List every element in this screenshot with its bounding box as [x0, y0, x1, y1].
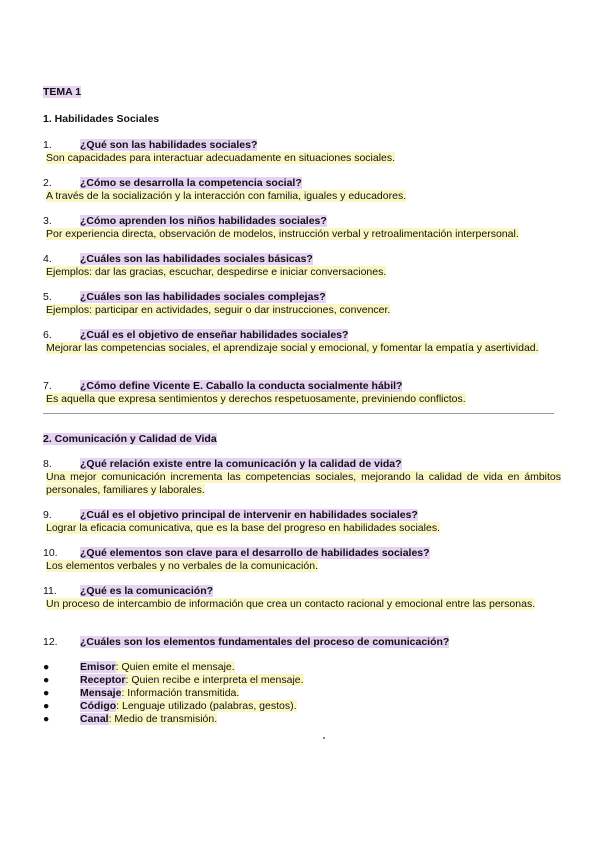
question-7: 7. ¿Cómo define Vicente E. Caballo la conducta socialmente hábil? Es aquella que expresa sentimientos y derechos respetuosamente, previniendo conflictos. [43, 380, 466, 405]
question-11: 11. ¿Qué es la comunicación? Un proceso de intercambio de información que crea un contacto racional y emocional entre las personas. [43, 585, 536, 610]
question-1: 1. ¿Qué son las habilidades sociales? Son capacidades para interactuar adecuadamente en situaciones sociales. [43, 139, 396, 164]
answer-8: Una mejor comunicación incrementa las competencias sociales, mejorando la calidad de vida en ámbitos personales, familiares y laborales. [46, 471, 561, 496]
communication-elements-list [43, 661, 561, 726]
list-item: ● Código: Lenguaje utilizado (palabras, gestos). [43, 700, 297, 712]
answer-1: Son capacidades para interactuar adecuadamente en situaciones sociales. [46, 152, 396, 164]
bullet-icon: ● [43, 661, 50, 673]
list-item: ● Mensaje: Información transmitida. [43, 687, 240, 699]
answer-4: Ejemplos: dar las gracias, escuchar, despedirse e iniciar conversaciones. [46, 266, 387, 278]
answer-2: A través de la socialización y la interacción con familia, iguales y educadores. [46, 190, 407, 202]
section-1-title: 1. Habilidades Sociales [43, 113, 160, 125]
answer-10: Los elementos verbales y no verbales de la comunicación. [46, 560, 318, 572]
topic-label: TEMA 1 [43, 86, 82, 98]
page-mark [323, 737, 325, 739]
question-10: 10. ¿Qué elementos son clave para el desarrollo de habilidades sociales? Los elementos verbales y no verbales de la comunicación. [43, 547, 430, 572]
list-item: ● Receptor: Quien recibe e interpreta el mensaje. [43, 674, 304, 686]
bullet-icon: ● [43, 687, 50, 699]
question-9: 9. ¿Cuál es el objetivo principal de intervenir en habilidades sociales? Lograr la eficacia comunicativa, que es la base del progreso en habilidades sociales. [43, 509, 440, 534]
list-item: ● Canal: Medio de transmisión. [43, 713, 218, 725]
question-5: 5. ¿Cuáles son las habilidades sociales complejas? Ejemplos: participar en actividades, seguir o dar instrucciones, convencer. [43, 291, 391, 316]
question-2: 2. ¿Cómo se desarrolla la competencia social? A través de la socialización y la interacción con familia, iguales y educadores. [43, 177, 407, 202]
bullet-icon: ● [43, 700, 50, 712]
question-3: 3. ¿Cómo aprenden los niños habilidades sociales? Por experiencia directa, observación de modelos, instrucción verbal y retroalimentación interpersonal. [43, 215, 519, 240]
section-divider [43, 413, 554, 414]
question-12: 12. ¿Cuáles son los elementos fundamentales del proceso de comunicación? [43, 636, 450, 648]
answer-11: Un proceso de intercambio de información que crea un contacto racional y emocional entre las personas. [46, 598, 536, 610]
answer-5: Ejemplos: participar en actividades, seguir o dar instrucciones, convencer. [46, 304, 391, 316]
question-4: 4. ¿Cuáles son las habilidades sociales básicas? Ejemplos: dar las gracias, escuchar, despedirse e iniciar conversaciones. [43, 253, 387, 278]
question-8: 8. ¿Qué relación existe entre la comunicación y la calidad de vida? Una mejor comunicación incrementa las competencias sociales, mejorando la calidad de vida en ámbitos personales, familiares y laborales. [43, 458, 561, 496]
bullet-icon: ● [43, 713, 50, 725]
answer-7: Es aquella que expresa sentimientos y derechos respetuosamente, previniendo conflictos. [46, 393, 466, 405]
answer-9: Lograr la eficacia comunicativa, que es la base del progreso en habilidades sociales. [46, 522, 440, 534]
answer-3: Por experiencia directa, observación de modelos, instrucción verbal y retroalimentación interpersonal. [46, 228, 519, 240]
answer-6: Mejorar las competencias sociales, el aprendizaje social y emocional, y fomentar la empatía y asertividad. [46, 342, 539, 354]
list-item: ● Emisor: Quien emite el mensaje. [43, 661, 235, 673]
question-6: 6. ¿Cuál es el objetivo de enseñar habilidades sociales? Mejorar las competencias sociales, el aprendizaje social y emocional, y fomentar la empatía y asertividad. [43, 329, 539, 354]
bullet-icon: ● [43, 674, 50, 686]
section-2-title: 2. Comunicación y Calidad de Vida [43, 433, 217, 445]
